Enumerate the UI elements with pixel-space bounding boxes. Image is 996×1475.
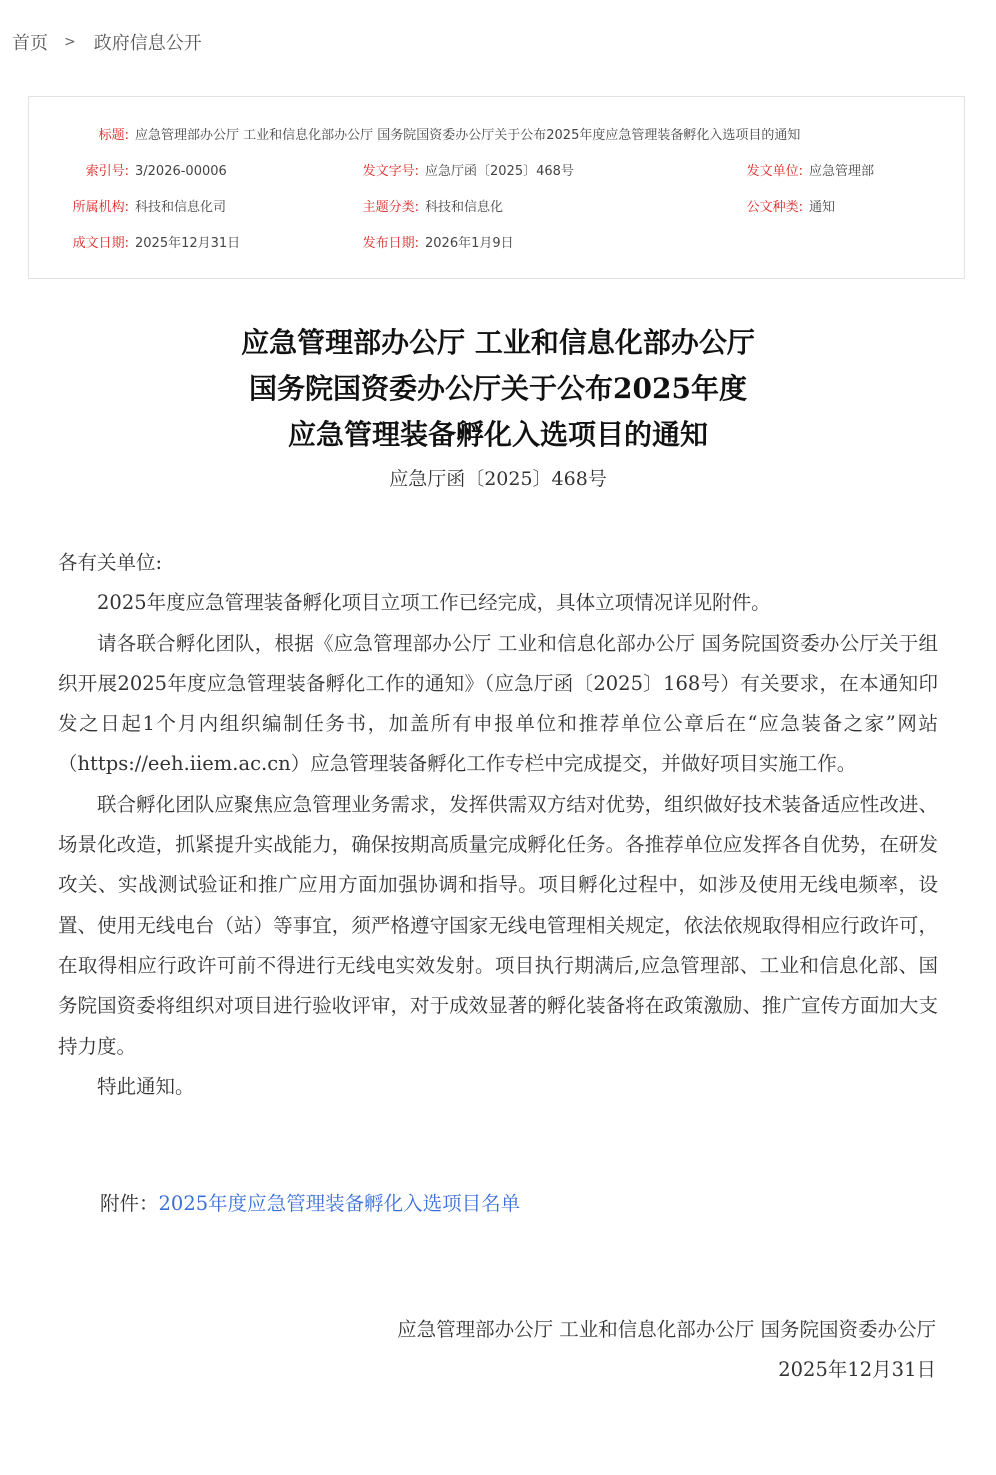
signature-block [397,1310,936,1390]
meta-topic [359,198,503,218]
breadcrumb [12,28,202,56]
meta-published-label: 发布日期: [362,236,419,251]
meta-issuer-label: 发文单位: [746,164,803,179]
document-number: 应急厅函〔2025〕468号 [389,468,607,490]
document-metadata-box [28,96,965,279]
meta-row-title [29,126,964,146]
attachment-label: 附件： [100,1192,159,1215]
breadcrumb-separator: > [64,34,76,50]
breadcrumb-current-link[interactable]: 政府信息公开 [93,33,202,54]
meta-type-label: 公文种类: [746,200,803,215]
meta-index-value: 3/2026-00006 [135,164,227,179]
document-title-line: 国务院国资委办公厅关于公布2025年度 [249,372,747,405]
meta-type [741,198,835,218]
body-paragraph: 联合孵化团队应聚焦应急管理业务需求，发挥供需双方结对优势，组织做好技术装备适应性改进、场景化改造，抓紧提升实战能力，确保按期高质量完成孵化任务。各推荐单位应发挥各自优势，在研发攻关、实战测试验证和推广应用方面加强协调和指导。项目孵化过程中，如涉及使用无线电频率，设置、使用无线电台（站）等事宜，须严格遵守国家无线电管理相关规定，依法依规取得相应行政许可，在取得相应行政许可前不得进行无线电实效发射。项目执行期满后,应急管理部、工业和信息化部、国务院国资委将组织对项目进行验收评审，对于成效显著的孵化装备将在政策激励、推广宣传方面加大支持力度。 [58,792,938,1058]
meta-row-3 [29,234,964,254]
meta-title-label: 标题: [98,128,129,143]
meta-type-value: 通知 [809,200,836,215]
meta-doc-no-label: 发文字号: [362,164,419,179]
meta-created-label: 成文日期: [72,236,129,251]
meta-title-value: 应急管理部办公厅 工业和信息化部办公厅 国务院国资委办公厅关于公布2025年度应急管理装备孵化入选项目的通知 [135,128,801,143]
meta-published-value: 2026年1月9日 [425,236,514,251]
body-paragraph: 请各联合孵化团队，根据《应急管理部办公厅 工业和信息化部办公厅 国务院国资委办公厅关于组织开展2025年度应急管理装备孵化工作的通知》（应急厅函〔2025〕168号）有关要求，在本通知印发之日起1个月内组织编制任务书，加盖所有申报单位和推荐单位公章后在“应急装备之家”网站（https://eeh.iiem.ac.cn）应急管理装备孵化工作专栏中完成提交，并做好项目实施工作。 [58,631,938,776]
meta-created-value: 2025年12月31日 [135,236,241,251]
body-paragraph: 2025年度应急管理装备孵化项目立项工作已经完成，具体立项情况详见附件。 [97,591,771,615]
meta-issuer [741,162,874,182]
meta-index-label: 索引号: [85,164,129,179]
document-title-line: 应急管理部办公厅 工业和信息化部办公厅 [241,326,755,359]
meta-org-value: 科技和信息化司 [135,200,227,215]
meta-title [29,126,800,146]
meta-topic-value: 科技和信息化 [425,200,504,215]
attachment [100,1188,520,1216]
body-paragraph: 特此通知。 [97,1074,195,1098]
meta-row-1 [29,162,964,182]
document-body [58,543,938,1107]
meta-index [29,162,227,182]
meta-doc-no-value: 应急厅函〔2025〕468号 [425,164,574,179]
attachment-link[interactable]: 2025年度应急管理装备孵化入选项目名单 [158,1192,521,1215]
salutation: 各有关单位: [58,551,163,574]
document-title [0,320,996,458]
meta-published [359,234,514,254]
signature-date: 2025年12月31日 [778,1358,936,1381]
breadcrumb-home-link[interactable]: 首页 [12,33,48,54]
meta-topic-label: 主题分类: [362,200,419,215]
meta-row-2 [29,198,964,218]
document-title-line: 应急管理装备孵化入选项目的通知 [287,418,708,451]
signature-issuers: 应急管理部办公厅 工业和信息化部办公厅 国务院国资委办公厅 [397,1318,936,1341]
meta-created [29,234,240,254]
meta-issuer-value: 应急管理部 [809,164,875,179]
meta-doc-no [359,162,574,182]
meta-org-label: 所属机构: [72,200,129,215]
meta-org [29,198,226,218]
